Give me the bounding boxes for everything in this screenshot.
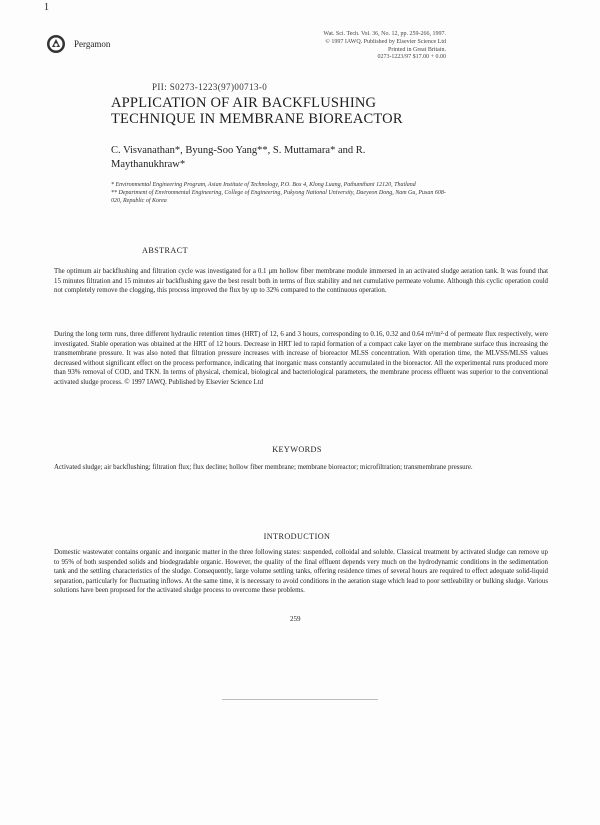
- affiliation-line: * Environmental Engineering Program, Asian Institute of Technology, P.O. Box 4, Klong Luang, Pathumthani 12120, Thailand: [111, 182, 416, 188]
- abstract-paragraph: During the long term runs, three different hydraulic retention times (HRT) of 12, 6 and 3 hours, corresponding to 0.16, 0.32 and 0.64 m³/m²·d of permeate flux respectively, were investigated. Stable operation was obtained at the HRT of 12 hours. Decrease in HRT led to rapid formation of a compact cake layer on the membrane surface thus increasing the transmembrane pressure. It was also noted that filtration pressure increases with increase of bioreactor MLSS concentration. With operation time, the MLVSS/MLSS values decreased without significant effect on the process performance, indicating that inorganic mass constantly accumulated in the bioreactor. All the experimental runs produced more than 93% removal of COD, and TKN. In terms of physical, chemical, biological and bacteriological parameters, the membrane process effluent was superior to the conventional activated sludge process. © 1997 IAWQ. Published by Elsevier Science Ltd: [54, 331, 548, 386]
- abstract-paragraph: The optimum air backflushing and filtration cycle was investigated for a 0.1 μm hollow fiber membrane module immersed in an activated sludge aeration tank. It was found that 15 minutes filtration and 15 minutes air backflushing gave the best result both in terms of flux stability and net cumulative permeate volume. Although this cyclic operation could not completely remove the clogging, this process improved the flux by up to 32% compared to the continuous operation.: [54, 268, 548, 295]
- introduction-heading: INTRODUCTION: [263, 532, 331, 541]
- abstract-heading: ABSTRACT: [142, 246, 188, 255]
- pii-identifier: PII: S0273-1223(97)00713-0: [152, 82, 268, 92]
- paper-title: APPLICATION OF AIR BACKFLUSHING TECHNIQUE IN MEMBRANE BIOREACTOR: [111, 95, 403, 127]
- page-corner-mark: 1: [44, 2, 49, 13]
- footer-divider: [222, 699, 378, 700]
- journal-citation-line: © 1997 IAWQ. Published by Elsevier Science Ltd: [325, 38, 446, 45]
- author-list: C. Visvanathan*, Byung-Soo Yang**, S. Muttamara* and R. Maythanukhraw*: [111, 145, 366, 170]
- keywords-text: Activated sludge; air backflushing; filtration flux; flux decline; hollow fiber membrane; membrane bioreactor; microfiltration; transmembrane pressure.: [54, 464, 473, 471]
- page-number: 259: [290, 615, 301, 623]
- journal-citation-line: Printed in Great Britain.: [388, 46, 446, 53]
- introduction-paragraph: Domestic wastewater contains organic and inorganic matter in the three following states: suspended, colloidal and soluble. Classical treatment by activated sludge can remove up to 95% of both suspended solids and biodegradable organic. However, the quality of the final effluent depends very much on the hydrodynamic conditions in the sedimentation tank and the settling characteristics of the sludge. Consequently, large volume settling tanks, offering residence times of several hours are required to effect adequate solid-liquid separation, particularly for fluctuating inflows. At the same time, it is necessary to avoid conditions in the aeration stage which lead to poor settleability or bulking sludge. Various solutions have been proposed for the activated sludge process to overcome these problems.: [54, 549, 548, 595]
- journal-citation: [300, 31, 446, 62]
- journal-citation-line: Wat. Sci. Tech. Vol. 36, No. 12, pp. 259-266, 1997.: [323, 31, 446, 37]
- keywords-heading: KEYWORDS: [272, 445, 322, 454]
- affiliation-line: ** Department of Environmental Engineering, College of Engineering, Pukyong National University, Daeyeon Dong, Nam Gu, Pusan 608-020, Republic of Korea: [111, 190, 446, 205]
- affiliations: [111, 181, 446, 206]
- publisher-name: Pergamon: [74, 39, 111, 49]
- journal-citation-line: 0273-1223/97 $17.00 + 0.00: [377, 54, 446, 61]
- pergamon-logo-icon: [46, 34, 66, 54]
